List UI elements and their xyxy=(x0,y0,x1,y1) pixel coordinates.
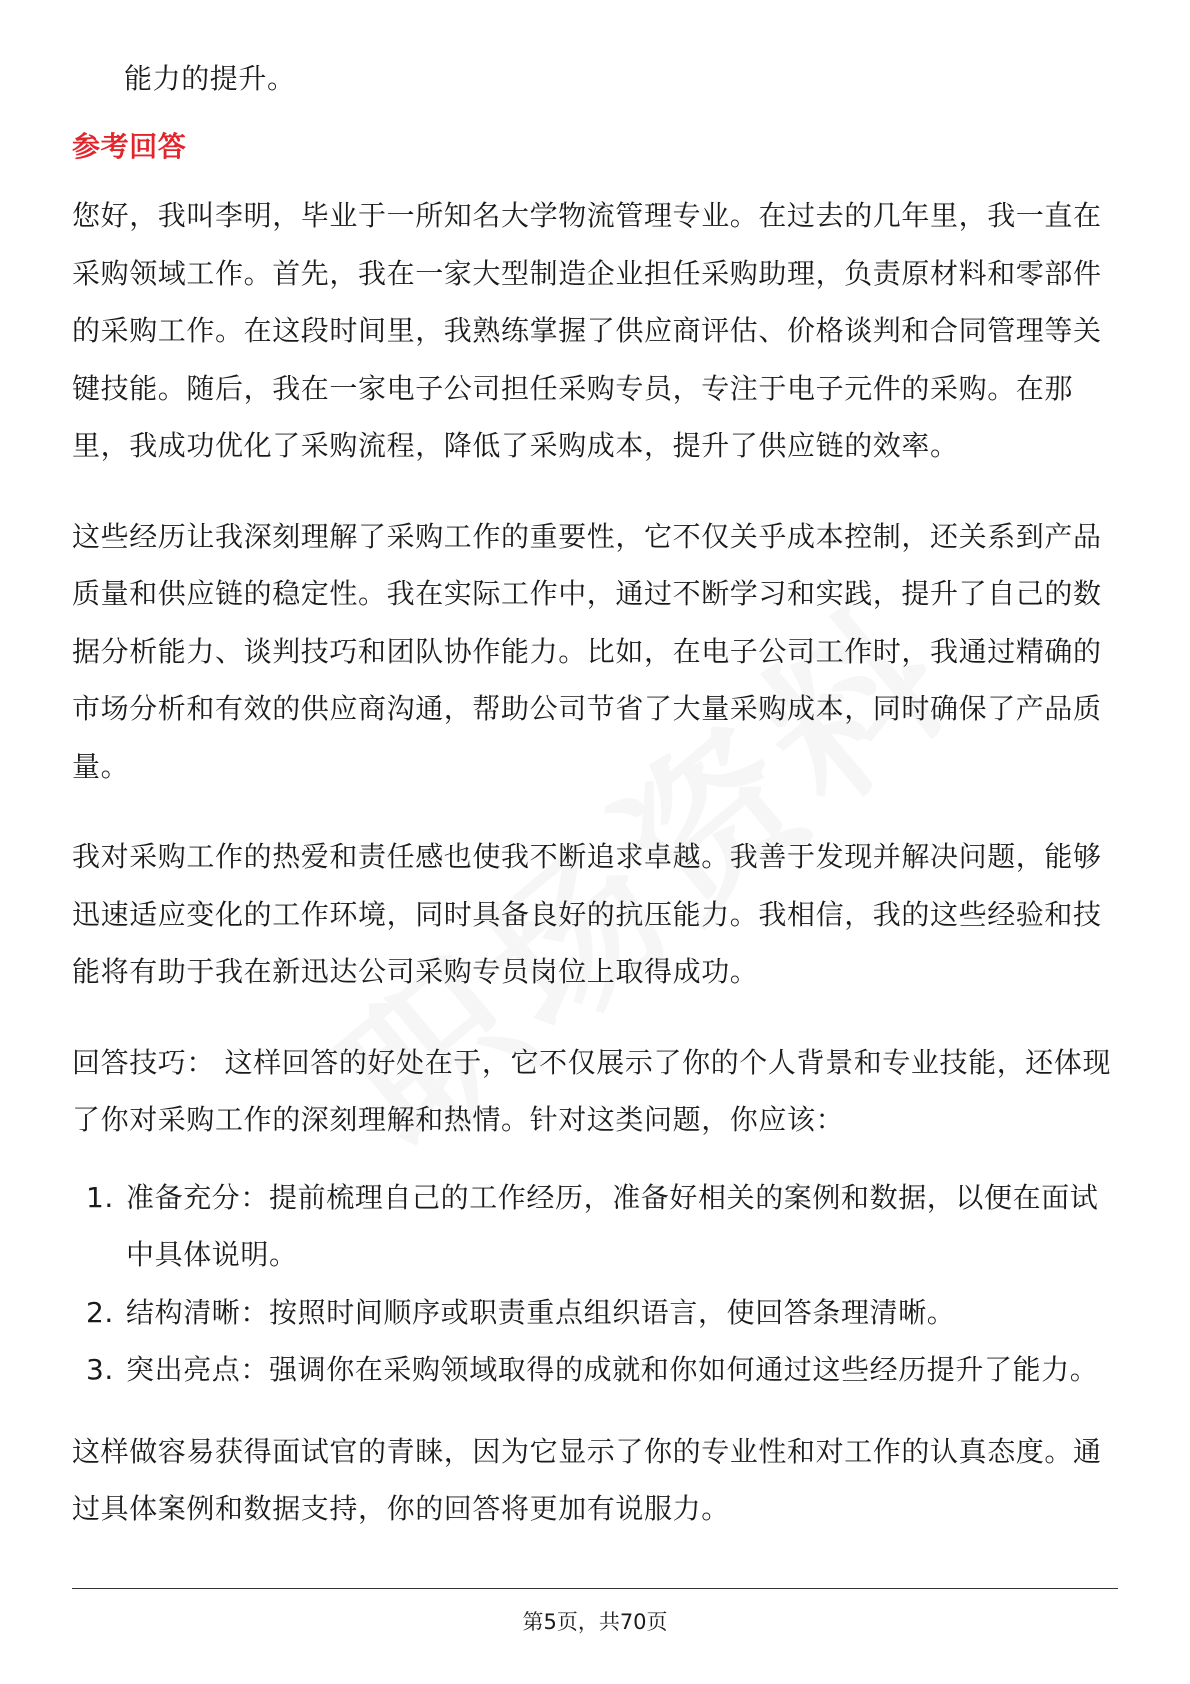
page-content xyxy=(72,50,1118,1538)
answer-paragraph-3: 我对采购工作的热爱和责任感也使我不断追求卓越。我善于发现并解决问题，能够迅速适应变化的工作环境，同时具备良好的抗压能力。我相信，我的这些经验和技能将有助于我在新迅达公司采购专员岗位上取得成功。 xyxy=(72,840,1102,988)
list-item xyxy=(72,1284,1118,1342)
answer-tips-intro: 回答技巧： 这样回答的好处在于，它不仅展示了你的个人背景和专业技能，还体现了你对采购工作的深刻理解和热情。针对这类问题，你应该： xyxy=(72,1045,1112,1136)
footer-divider xyxy=(72,1588,1118,1589)
intro-tail: 能力的提升。 xyxy=(124,62,296,95)
list-item xyxy=(72,1169,1118,1284)
page-number: 第5页，共70页 xyxy=(522,1610,668,1634)
list-item-text: 准备充分：提前梳理自己的工作经历，准备好相关的案例和数据，以便在面试中具体说明。 xyxy=(126,1180,1099,1271)
list-item-text: 突出亮点：强调你在采购领域取得的成就和你如何通过这些经历提升了能力。 xyxy=(126,1353,1099,1386)
list-item-number: 3. xyxy=(86,1353,114,1386)
tips-list xyxy=(72,1169,1118,1399)
list-item-text: 结构清晰：按照时间顺序或职责重点组织语言，使回答条理清晰。 xyxy=(126,1295,956,1329)
list-item-number: 2. xyxy=(86,1295,114,1329)
answer-paragraph-2: 这些经历让我深刻理解了采购工作的重要性，它不仅关乎成本控制，还关系到产品质量和供应链的稳定性。我在实际工作中，通过不断学习和实践，提升了自己的数据分析能力、谈判技巧和团队协作能力。比如，在电子公司工作时，我通过精确的市场分析和有效的供应商沟通，帮助公司节省了大量采购成本，同时确保了产品质量。 xyxy=(72,519,1102,783)
closing-paragraph: 这样做容易获得面试官的青睐，因为它显示了你的专业性和对工作的认真态度。通过具体案例和数据支持，你的回答将更加有说服力。 xyxy=(72,1434,1102,1525)
list-item-number: 1. xyxy=(86,1180,114,1214)
answer-paragraph-1: 您好，我叫李明，毕业于一所知名大学物流管理专业。在过去的几年里，我一直在采购领域工作。首先，我在一家大型制造企业担任采购助理，负责原材料和零部件的采购工作。在这段时间里，我熟练掌握了供应商评估、价格谈判和合同管理等关键技能。随后，我在一家电子公司担任采购专员，专注于电子元件的采购。在那里，我成功优化了采购流程，降低了采购成本，提升了供应链的效率。 xyxy=(72,199,1102,462)
list-item xyxy=(72,1341,1118,1399)
answer-heading: 参考回答 xyxy=(72,129,187,163)
